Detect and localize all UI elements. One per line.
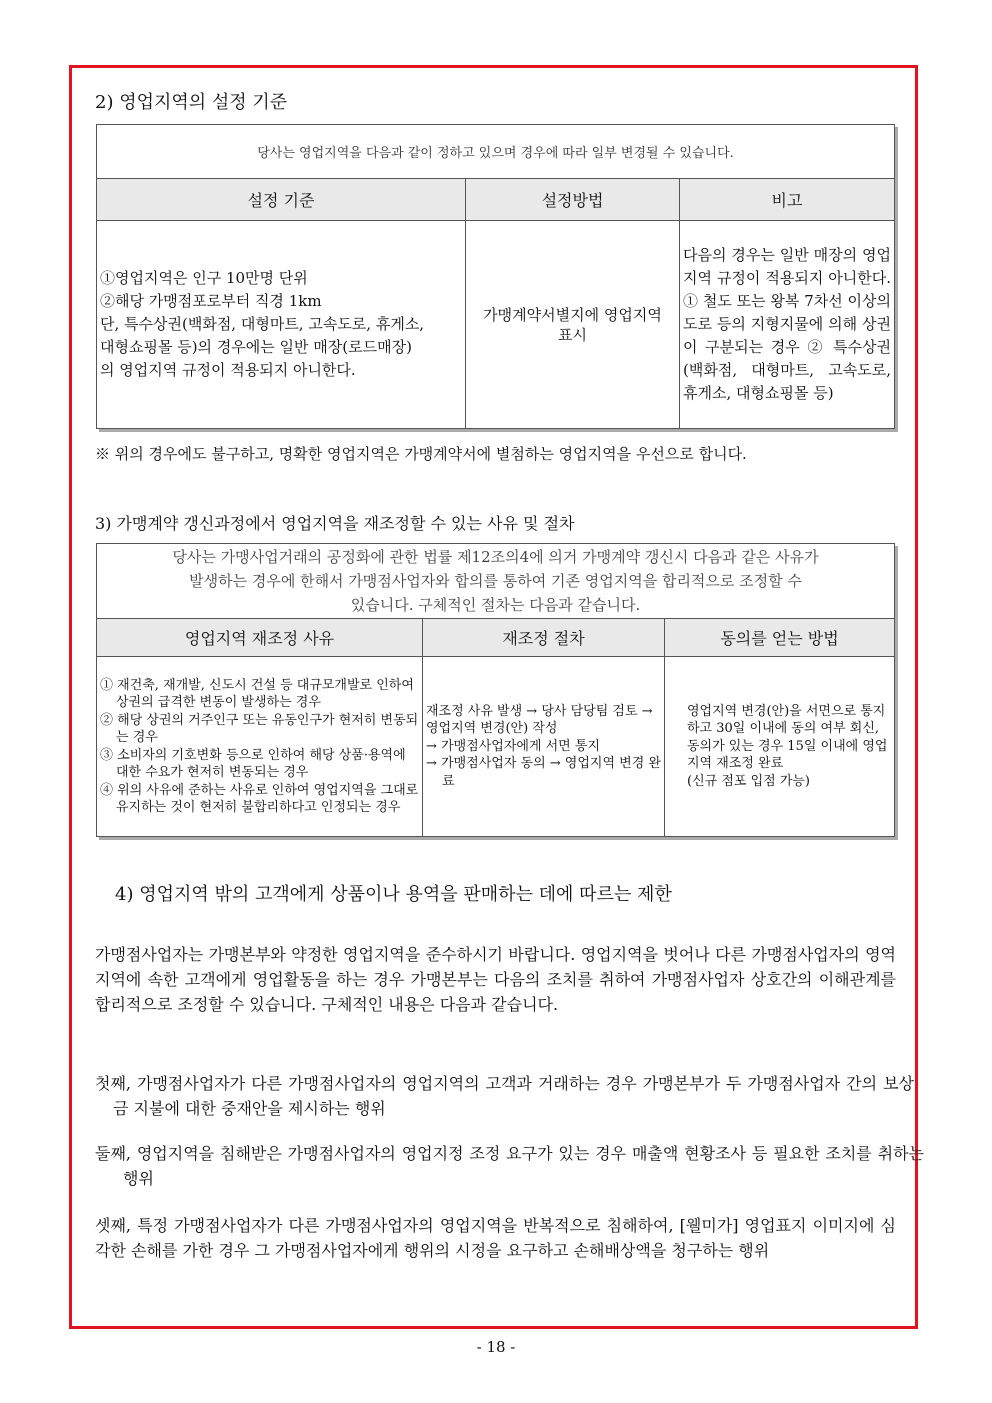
restriction-item-3: 셋째, 특정 가맹점사업자가 다른 가맹점사업자의 영업지역을 반복적으로 침해하여, [웰미가] 영업표지 이미지에 심각한 손해를 가한 경우 그 가맹점사업자에게 행위의 시정을 요구하고 손해배상액을 청구하는 행위 [95, 1216, 896, 1260]
header-method: 설정방법 [466, 179, 680, 221]
reason-item: ③ 소비자의 기호변화 등으로 인하여 해당 상품·용역에 대한 수요가 현저히 변동되는 경우 [100, 747, 406, 780]
consent-note: (신규 점포 입점 가능) [687, 773, 811, 789]
readjust-intro-line: 당사는 가맹사업거래의 공정화에 관한 법률 제12조의4에 의거 가맹계약 갱신시 다음과 같은 사유가 [172, 548, 819, 566]
procedure-step: 재조정 사유 발생 → 당사 담당팀 검토 → 영업지역 변경(안) 작성 [426, 703, 653, 737]
remark-cell: 다음의 경우는 일반 매장의 영업 지역 규정이 적용되지 아니한다. ① 철도 또는 왕복 7차선 이상의 도로 등의 지형지물에 의해 상권이 구분되는 경우 ② 특수상권(백화점, 대형마트, 고속도로, 휴게소, 대형쇼핑몰 등) [680, 221, 895, 429]
consent-text: 영업지역 변경(안)을 서면으로 통지하고 30일 이내에 동의 여부 회신, 동의가 있는 경우 15일 이내에 영업지역 재조정 완료 [687, 703, 888, 772]
header-remark: 비고 [680, 179, 895, 221]
section4-heading: 4) 영업지역 밖의 고객에게 상품이나 용역을 판매하는 데에 따르는 제한 [115, 884, 672, 905]
criteria-line: 대형쇼핑몰 등)의 경우에는 일반 매장(로드매장) [100, 338, 412, 356]
header-consent: 동의를 얻는 방법 [665, 619, 895, 657]
readjust-intro-line: 있습니다. 구체적인 절차는 다음과 같습니다. [350, 596, 641, 614]
page-number: - 18 - [476, 1338, 516, 1356]
reason-item: ④ 위의 사유에 준하는 사유로 인하여 영업지역을 그대로 유지하는 것이 현저히 불합리하다고 인정되는 경우 [100, 782, 419, 815]
criteria-line: 의 영업지역 규정이 적용되지 아니한다. [100, 361, 356, 379]
section2-heading: 2) 영업지역의 설정 기준 [95, 92, 288, 113]
criteria-line: ①영업지역은 인구 10만명 단위 [100, 269, 308, 287]
header-reason: 영업지역 재조정 사유 [97, 619, 423, 657]
header-criteria: 설정 기준 [97, 179, 466, 221]
priority-note: ※ 위의 경우에도 불구하고, 명확한 영업지역은 가맹계약서에 별첨하는 영업지역을 우선으로 합니다. [95, 445, 747, 463]
reason-cell [97, 657, 423, 837]
procedure-step: → 가맹점사업자 동의 → 영업지역 변경 완료 [426, 756, 661, 789]
criteria-intro: 당사는 영업지역을 다음과 같이 정하고 있으며 경우에 따라 일부 변경될 수 있습니다. [97, 125, 895, 179]
header-procedure: 재조정 절차 [423, 619, 665, 657]
restriction-item-2: 둘째, 영업지역을 침해받은 가맹점사업자의 영업지정 조정 요구가 있는 경우 매출액 현황조사 등 필요한 조치를 취하는 행위 [95, 1144, 924, 1188]
procedure-cell [423, 657, 665, 837]
section4-intro: 가맹점사업자는 가맹본부와 약정한 영업지역을 준수하시기 바랍니다. 영업지역을 벗어나 다른 가맹점사업자의 영역지역에 속한 고객에게 영업활동을 하는 경우 가맹본부는 다음의 조치를 취하여 가맹점사업자 상호간의 이해관계를 합리적으로 조정할 수 있습니다. 구체적인 내용은 다음과 같습니다. [95, 945, 896, 1014]
readjust-table [96, 543, 895, 837]
readjust-intro-line: 발생하는 경우에 한해서 가맹점사업자와 합의를 통하여 기존 영업지역을 합리적으로 조정할 수 [189, 572, 802, 590]
criteria-line: ②해당 가맹점포로부터 직경 1km [100, 292, 322, 310]
criteria-cell [97, 221, 466, 429]
reason-item: ① 재건축, 재개발, 신도시 건설 등 대규모개발로 인하여 상권의 급격한 변동이 발생하는 경우 [100, 677, 414, 710]
method-line: 가맹계약서별지에 영업지역 [483, 305, 662, 324]
restriction-item-1: 첫째, 가맹점사업자가 다른 가맹점사업자의 영업지역의 고객과 거래하는 경우 가맹본부가 두 가맹점사업자 간의 보상금 지불에 대한 중재안을 제시하는 행위 [95, 1074, 914, 1118]
section3-heading: 3) 가맹계약 갱신과정에서 영업지역을 재조정할 수 있는 사유 및 절차 [95, 514, 575, 533]
consent-cell [665, 657, 895, 837]
criteria-line: 단, 특수상권(백화점, 대형마트, 고속도로, 휴게소, [100, 315, 425, 333]
criteria-table [96, 124, 895, 429]
method-line: 표시 [558, 325, 587, 344]
procedure-step: → 가맹점사업자에게 서면 통지 [426, 738, 600, 754]
readjust-intro [97, 544, 895, 619]
method-cell [466, 221, 680, 429]
reason-item: ② 해당 상권의 거주인구 또는 유동인구가 현저히 변동되는 경우 [100, 712, 419, 745]
